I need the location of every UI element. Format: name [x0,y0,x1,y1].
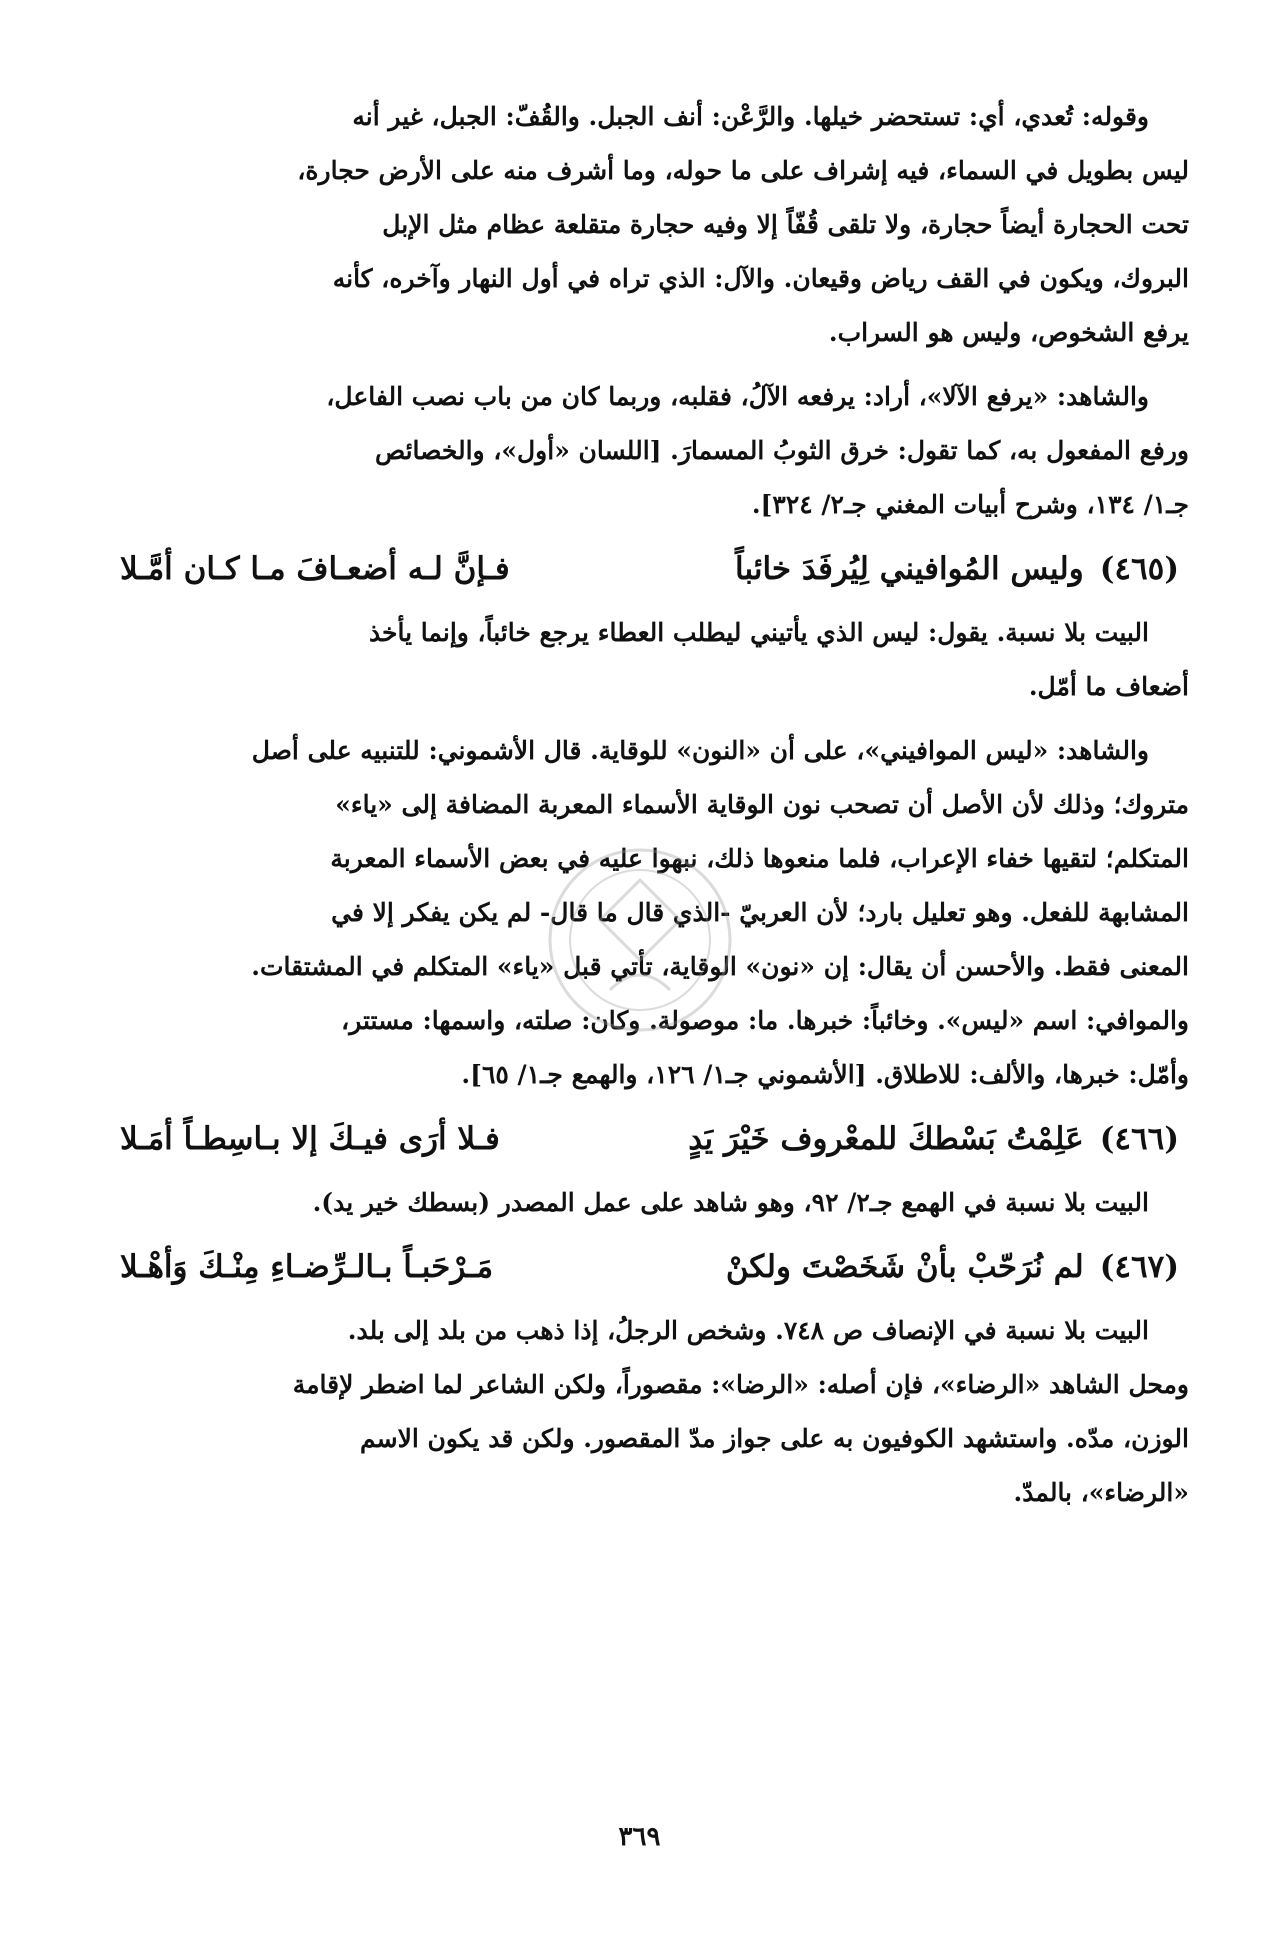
verse-467 [60,1234,1219,1300]
verse-number: (٤٦٦) [1099,1121,1179,1157]
text-line: جـ١/ ١٣٤، وشرح أبيات المغني جـ٢/ ٣٢٤]. [751,490,1189,519]
verse-number: (٤٦٧) [1099,1249,1179,1285]
commentary-paragraph-3 [60,606,1219,714]
verse-465 [60,536,1219,602]
verse-first-hemistich: وليس المُوافيني لِيُرفَدَ خائباً [735,551,1084,587]
text-line: الوزن، مدّه. واستشهد الكوفيون به على جواز مدّ المقصور. ولكن قد يكون الاسم [359,1424,1189,1453]
text-line: أضعاف ما أمّل. [1028,672,1189,701]
page-number: ٣٦٩ [618,1822,661,1852]
verse-second-hemistich: فـإنَّ لـه أضعـافَ مـا كـان أمَّـلا [120,551,510,587]
text-line: ومحل الشاهد «الرضاء»، فإن أصله: «الرضا»: مقصوراً، ولكن الشاعر لما اضطر لإقامة [292,1370,1189,1399]
text-line: يرفع الشخوص، وليس هو السراب. [828,318,1189,347]
verse-first-hemistich: لم نُرَحّبْ بأنْ شَخَصْتَ ولكنْ [725,1249,1084,1285]
text-line: «الرضاء»، بالمدّ. [1013,1478,1189,1507]
commentary-paragraph-1 [60,90,1219,360]
text-line: والموافي: اسم «ليس». وخائباً: خبرها. ما: موصولة. وكان: صلته، واسمها: مستتر، [341,1006,1189,1035]
verse-number: (٤٦٥) [1099,551,1179,587]
text-line: والشاهد: «يرفع الآلا»، أراد: يرفعه الآلُ، فقلبه، وربما كان من باب نصب الفاعل، [326,382,1149,411]
text-line: وأمّل: خبرها، والألف: للاطلاق. [الأشموني جـ١/ ١٢٦، والهمع جـ١/ ٦٥]. [461,1060,1189,1089]
text-line: والشاهد: «ليس الموافيني»، على أن «النون» للوقاية. قال الأشموني: للتنبيه على أصل [251,736,1149,765]
text-line: المتكلم؛ لتقيها خفاء الإعراب، فلما منعوها ذلك، نبهوا عليه في بعض الأسماء المعربة [330,844,1189,873]
text-line: وقوله: تُعدي، أي: تستحضر خيلها. والرَّعْن: أنف الجبل. والقُفّ: الجبل، غير أنه [352,102,1149,131]
verse-466 [60,1106,1219,1172]
text-line: البيت بلا نسبة. يقول: ليس الذي يأتيني ليطلب العطاء يرجع خائباً، وإنما يأخذ [368,618,1149,647]
commentary-paragraph-5 [60,1176,1219,1230]
verse-second-hemistich: مَـرْحَبـاً بـالـرِّضـاءِ مِنْـكَ وَأهْـلا [120,1249,494,1285]
text-line: متروك؛ وذلك لأن الأصل أن تصحب نون الوقاية الأسماء المعربة المضافة إلى «ياء» [335,790,1189,819]
commentary-paragraph-2 [60,370,1219,532]
text-line: تحت الحجارة أيضاً حجارة، ولا تلقى قُفّاً إلا وفيه حجارة متقلعة عظام مثل الإبل [382,210,1189,239]
text-line: ليس بطويل في السماء، فيه إشراف على ما حوله، وما أشرف منه على الأرض حجارة، [297,156,1189,185]
text-line: المعنى فقط. والأحسن أن يقال: إن «نون» الوقاية، تأتي قبل «ياء» المتكلم في المشتقات. [251,952,1189,981]
library-seal-watermark-icon [540,840,740,1040]
text-line: البروك، ويكون في القف رياض وقيعان. والآل: الذي تراه في أول النهار وآخره، كأنه [332,264,1189,293]
text-line: البيت بلا نسبة في الهمع جـ٢/ ٩٢، وهو شاهد على عمل المصدر (بسطك خير يد). [312,1188,1149,1217]
text-line: ورفع المفعول به، كما تقول: خرق الثوبُ المسمارَ. [اللسان «أول»، والخصائص [374,436,1189,465]
verse-first-hemistich: عَلِمْتُ بَسْطكَ للمعْروف خَيْرَ يَدٍ [688,1121,1084,1157]
text-line: المشابهة للفعل. وهو تعليل بارد؛ لأن العربيّ -الذي قال ما قال- لم يكن يفكر إلا في [331,898,1189,927]
commentary-paragraph-6 [60,1304,1219,1520]
text-line: البيت بلا نسبة في الإنصاف ص ٧٤٨. وشخص الرجلُ، إذا ذهب من بلد إلى بلد. [347,1316,1149,1345]
verse-second-hemistich: فـلا أرَى فيـكَ إلا بـاسِطـاً أمَـلا [120,1121,500,1157]
